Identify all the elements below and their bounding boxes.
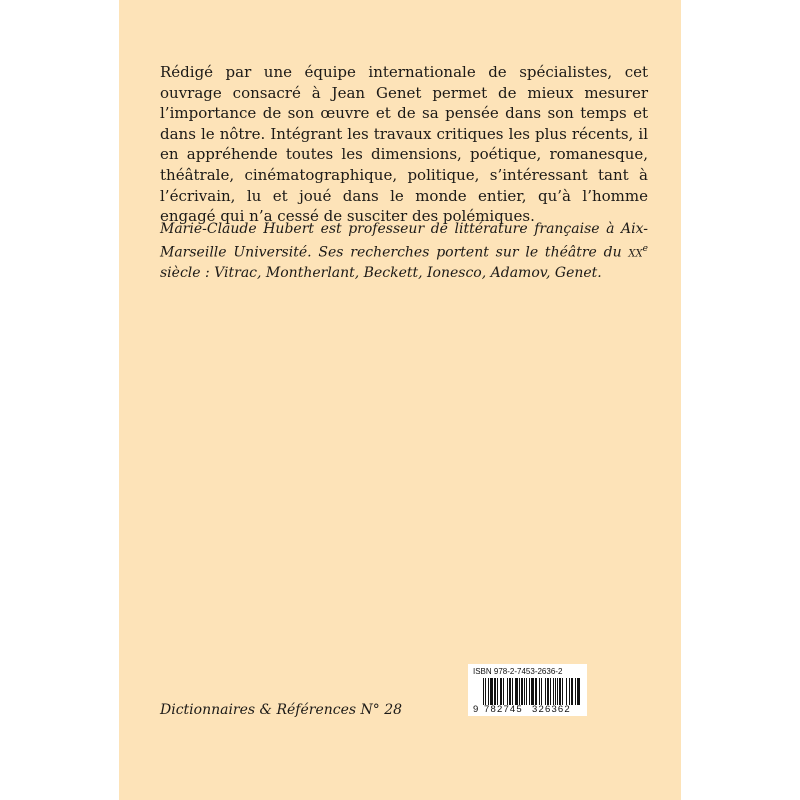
barcode-bar [500, 678, 502, 705]
barcode-bar [488, 678, 489, 705]
barcode-bar [497, 678, 498, 705]
barcode-bar [529, 678, 530, 705]
author-bio-text: Marie-Claude Hubert est professeur de littérature française à Aix-Marseille Université. Ses recherches portent sur le théâtre du [160, 221, 648, 261]
barcode-bar [485, 678, 486, 705]
barcode-bar [577, 678, 580, 705]
barcode-digit-group-1: 782745 [484, 704, 523, 715]
book-blurb: Rédigé par une équipe internationale de spécialistes, cet ouvrage consacré à Jean Genet permet de mieux mesurer l’importance de son œuvre et de sa pensée dans son temps et dans le nôtre. Intégrant les travaux critiques les plus récents, il en appréhende toutes les dimensions, poétique, romanesque, théâtrale, cinématographique, politique, s’intéressant tant à l’écrivain, lu et joué dans le monde entier, qu’à l’homme engagé qui n’a cessé de susciter des polémiques. [160, 63, 648, 226]
barcode-bar [519, 678, 520, 705]
barcode-bar [547, 678, 549, 705]
century-superscript: e [642, 244, 648, 254]
barcode-bar [490, 678, 493, 705]
barcode-bar [507, 678, 508, 705]
barcode-bar [539, 678, 540, 705]
back-cover [119, 0, 681, 800]
barcode-digit-group-2: 326362 [532, 704, 571, 715]
author-bio-tail: siècle : Vitrac, Montherlant, Beckett, Ionesco, Adamov, Genet. [160, 264, 602, 281]
barcode-bar [535, 678, 537, 705]
barcode-bar [545, 678, 546, 705]
barcode-bar [521, 678, 523, 705]
isbn-barcode [468, 664, 587, 716]
barcode-bar [526, 678, 527, 705]
barcode-digit-first: 9 [473, 704, 479, 715]
barcode-bars [473, 678, 582, 705]
barcode-bar [531, 678, 534, 705]
barcode-bar [553, 678, 554, 705]
barcode-bar [541, 678, 542, 705]
barcode-bar [524, 678, 525, 705]
barcode-bar [569, 678, 570, 705]
barcode-bar [575, 678, 576, 705]
barcode-bar [483, 678, 484, 705]
isbn-label: ISBN 978-2-7453-2636-2 [473, 667, 563, 676]
barcode-bar [515, 678, 518, 705]
barcode-bar [559, 678, 561, 705]
author-bio [160, 219, 648, 283]
barcode-bar [494, 678, 496, 705]
barcode-bar [571, 678, 573, 705]
barcode-bar [512, 678, 513, 705]
barcode-bar [555, 678, 556, 705]
barcode-bar [557, 678, 558, 705]
barcode-bar [550, 678, 551, 705]
barcode-bar [503, 678, 504, 705]
barcode-digits [473, 705, 582, 715]
series-label: Dictionnaires & Références N° 28 [160, 702, 403, 718]
barcode-bar [566, 678, 567, 705]
century-numeral: xx [628, 244, 643, 261]
barcode-bar [562, 678, 563, 705]
barcode-bar [509, 678, 511, 705]
